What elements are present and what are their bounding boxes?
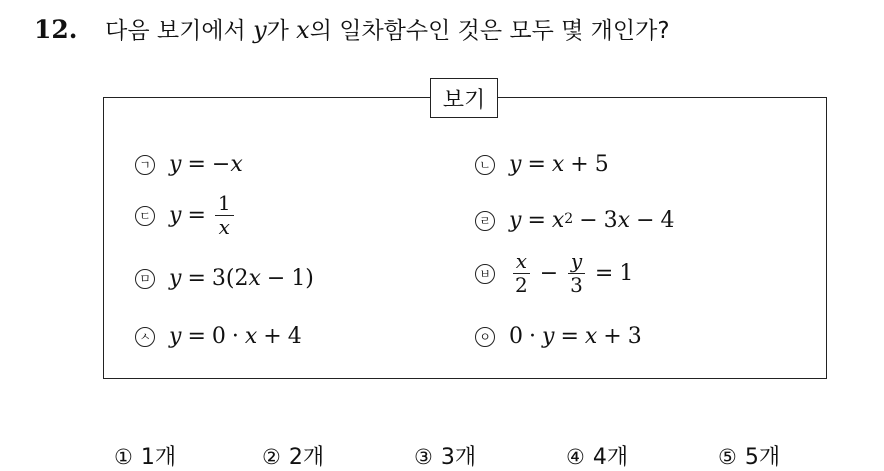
item-5-marker: ㅁ (135, 269, 155, 289)
choice-2-mark: ② (262, 445, 281, 469)
question-var-y: y (253, 16, 267, 44)
item-1-marker: ㄱ (135, 155, 155, 175)
choice-1[interactable] (114, 440, 176, 471)
item-6-expression: $\frac{x}{2}$ − $\frac{y}{3}$ = 1 (509, 250, 633, 297)
item-8-expression: 0 · y = x + 3 (509, 324, 642, 349)
choice-2[interactable] (262, 440, 324, 471)
item-2-expression: y = x + 5 (509, 152, 609, 177)
choice-4-mark: ④ (566, 445, 585, 469)
question-text-part3: 의 일차함수인 것은 모두 몇 개인가? (309, 18, 670, 44)
item-3-expression: y = $\frac{1}{x}$ (169, 192, 237, 239)
example-box-label: 보기 (430, 78, 498, 118)
question-text-part1: 다음 보기에서 (105, 18, 254, 44)
item-4-expression: y = x $^2$ − 3 x − 4 (509, 208, 675, 233)
choice-4[interactable] (566, 440, 628, 471)
item-6-marker: ㅂ (475, 264, 495, 284)
item-3-fraction: $\frac{1}{x}$ (215, 192, 234, 239)
choice-5-mark: ⑤ (718, 445, 737, 469)
item-4-marker: ㄹ (475, 211, 495, 231)
item-1-expression: y = − x (169, 152, 243, 177)
question-var-x: x (296, 16, 310, 44)
choice-1-mark: ① (114, 445, 133, 469)
choice-5-text: 5개 (744, 445, 781, 470)
item-5 (135, 266, 314, 291)
item-5-expression: y = 3(2 x − 1) (169, 266, 314, 291)
item-7 (135, 324, 302, 349)
item-6 (475, 250, 633, 297)
choice-2-text: 2개 (288, 445, 325, 470)
choice-3-mark: ③ (414, 445, 433, 469)
item-8-marker: ㅇ (475, 327, 495, 347)
item-7-expression: y = 0 · x + 4 (169, 324, 302, 349)
choice-5[interactable] (718, 440, 780, 471)
item-8 (475, 324, 642, 349)
item-1 (135, 152, 243, 177)
question-line (34, 12, 670, 45)
item-3-marker: ㄷ (135, 206, 155, 226)
item-6-fraction-x: $\frac{x}{2}$ (512, 250, 531, 297)
item-4 (475, 208, 675, 233)
item-2 (475, 152, 609, 177)
question-text-part2: 가 (266, 18, 297, 44)
item-6-fraction-y: $\frac{y}{3}$ (567, 250, 586, 297)
item-3 (135, 192, 237, 239)
choice-1-text: 1개 (140, 445, 177, 470)
question-number: 12. (34, 15, 78, 44)
choice-3[interactable] (414, 440, 476, 471)
item-2-marker: ㄴ (475, 155, 495, 175)
choice-3-text: 3개 (440, 445, 477, 470)
choice-4-text: 4개 (592, 445, 629, 470)
item-7-marker: ㅅ (135, 327, 155, 347)
